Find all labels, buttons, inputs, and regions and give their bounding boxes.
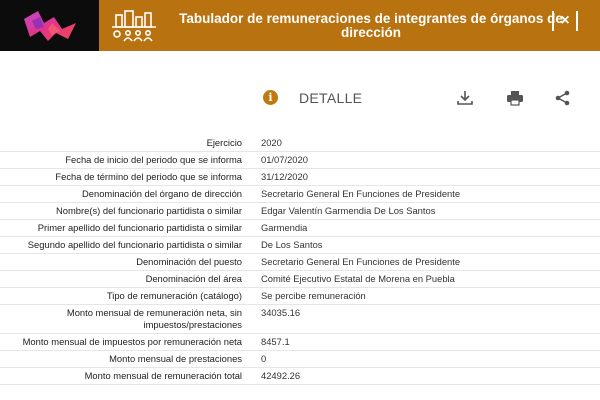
header-bar bbox=[0, 0, 600, 51]
detail-value: 31/12/2020 bbox=[261, 171, 308, 182]
detail-value: De Los Santos bbox=[261, 239, 323, 250]
detail-label: Tipo de remuneración (catálogo) bbox=[106, 290, 242, 301]
detail-value: 0 bbox=[261, 353, 267, 364]
detail-row bbox=[0, 186, 600, 203]
page-title: Tabulador de remuneraciones de integrantes de órganos de dirección bbox=[179, 10, 563, 40]
detail-label: Fecha de término del periodo que se informa bbox=[55, 171, 242, 182]
detail-toolbar bbox=[0, 89, 600, 109]
detail-value: Comité Ejecutivo Estatal de Morena en Puebla bbox=[261, 273, 455, 284]
share-icon[interactable] bbox=[554, 90, 572, 106]
detail-table bbox=[0, 135, 600, 385]
logo-icon bbox=[22, 9, 78, 43]
detail-label: Primer apellido del funcionario partidista o similar bbox=[37, 222, 242, 233]
detail-value: 01/07/2020 bbox=[261, 154, 308, 165]
detail-label: Fecha de inicio del periodo que se informa bbox=[65, 154, 242, 165]
detail-row bbox=[0, 203, 600, 220]
detail-row bbox=[0, 351, 600, 368]
detail-label: Ejercicio bbox=[206, 137, 242, 148]
detail-row bbox=[0, 169, 600, 186]
detail-row bbox=[0, 288, 600, 305]
detail-label: Monto mensual de impuestos por remuneración neta bbox=[22, 336, 242, 347]
detail-label: Monto mensual de remuneración neta, sin impuestos/prestaciones bbox=[66, 307, 242, 330]
detail-row bbox=[0, 220, 600, 237]
detail-row bbox=[0, 305, 600, 334]
detail-value: 34035.16 bbox=[261, 307, 301, 318]
detail-value: Garmendia bbox=[261, 222, 308, 233]
detail-heading: DETALLE bbox=[299, 90, 363, 106]
detail-row bbox=[0, 254, 600, 271]
detail-row bbox=[0, 152, 600, 169]
detail-label: Denominación del área bbox=[145, 273, 242, 284]
close-button[interactable] bbox=[552, 11, 578, 31]
detail-label: Monto mensual de prestaciones bbox=[109, 353, 242, 364]
detail-value: 42492.26 bbox=[261, 370, 301, 381]
detail-value: Se percibe remuneración bbox=[261, 290, 366, 301]
detail-label: Segundo apellido del funcionario partidista o similar bbox=[27, 239, 242, 250]
print-icon[interactable] bbox=[506, 90, 524, 106]
detail-label: Denominación del órgano de dirección bbox=[82, 188, 242, 199]
detail-label: Monto mensual de remuneración total bbox=[84, 370, 242, 381]
detail-label: Denominación del puesto bbox=[136, 256, 242, 267]
detail-value: Edgar Valentín Garmendia De Los Santos bbox=[261, 205, 436, 216]
detail-label: Nombre(s) del funcionario partidista o similar bbox=[55, 205, 242, 216]
close-icon: × bbox=[560, 12, 570, 29]
detail-row bbox=[0, 334, 600, 351]
detail-row bbox=[0, 237, 600, 254]
detail-row bbox=[0, 271, 600, 288]
detail-row bbox=[0, 368, 600, 385]
download-icon[interactable] bbox=[456, 90, 474, 106]
detail-value: 8457.1 bbox=[261, 336, 290, 347]
logo bbox=[0, 0, 99, 51]
detail-value: Secretario General En Funciones de Presidente bbox=[261, 256, 461, 267]
organization-icon bbox=[112, 6, 172, 46]
detail-row bbox=[0, 135, 600, 152]
detail-value: Secretario General En Funciones de Presidente bbox=[261, 188, 461, 199]
detail-value: 2020 bbox=[261, 137, 282, 148]
info-icon: i bbox=[263, 90, 278, 105]
